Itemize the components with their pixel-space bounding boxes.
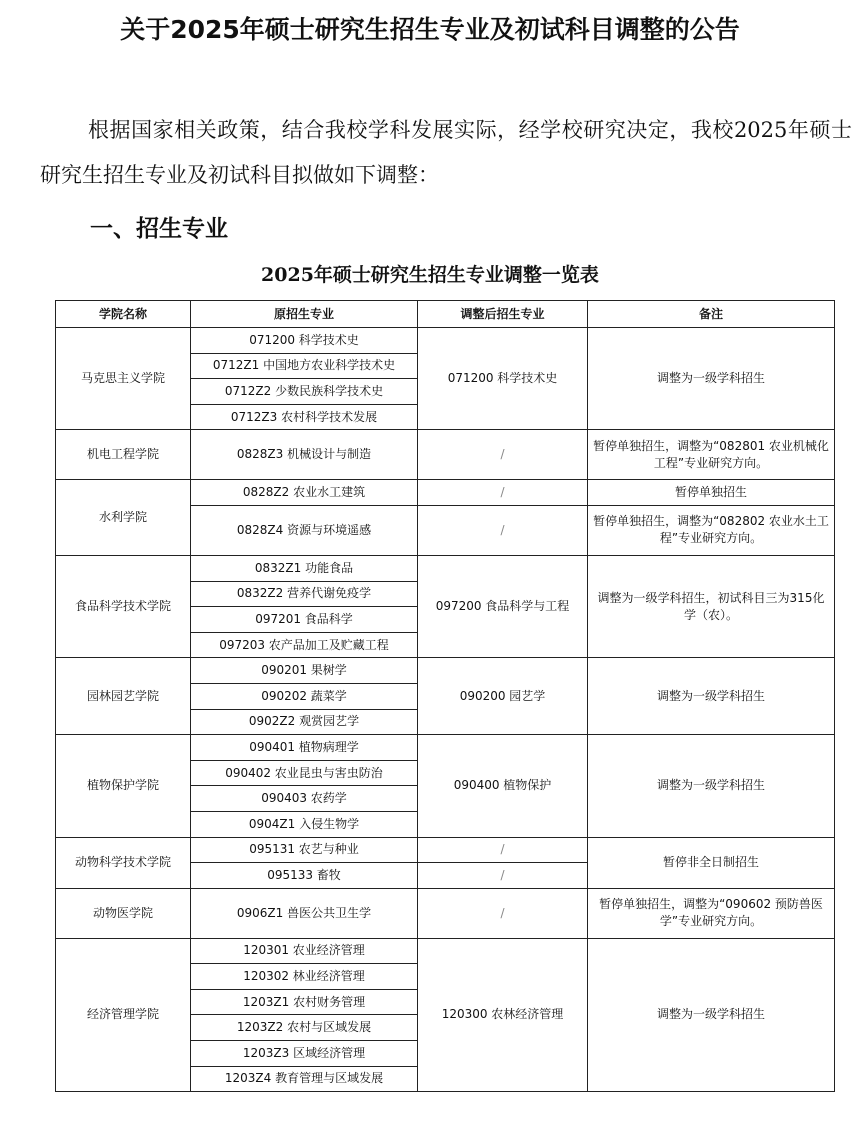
original-major-cell: 071200 科学技术史	[191, 328, 418, 354]
adjusted-major-cell: 071200 科学技术史	[418, 328, 588, 430]
original-major-cell: 0712Z2 少数民族科学技术史	[191, 379, 418, 405]
table-row	[56, 430, 835, 480]
section-heading: 一、招生专业	[90, 216, 228, 242]
note-cell: 暂停单独招生，调整为“082801 农业机械化工程”专业研究方向。	[588, 430, 835, 480]
adjusted-major-cell: /	[418, 888, 588, 938]
note-cell: 调整为一级学科招生	[588, 735, 835, 837]
adjusted-major-cell: 090400 植物保护	[418, 735, 588, 837]
table-row	[56, 658, 835, 684]
note-cell: 暂停单独招生，调整为“082802 农业水土工程”专业研究方向。	[588, 505, 835, 555]
page-title: 关于2025年硕士研究生招生专业及初试科目调整的公告	[120, 15, 740, 44]
college-cell: 植物保护学院	[56, 735, 191, 837]
original-major-cell: 0712Z1 中国地方农业科学技术史	[191, 353, 418, 379]
college-cell: 园林园艺学院	[56, 658, 191, 735]
original-major-cell: 1203Z3 区域经济管理	[191, 1041, 418, 1067]
adjusted-major-cell: /	[418, 505, 588, 555]
original-major-cell: 090202 蔬菜学	[191, 683, 418, 709]
original-major-cell: 095133 畜牧	[191, 863, 418, 889]
table-title: 2025年硕士研究生招生专业调整一览表	[261, 264, 599, 286]
college-cell: 动物科学技术学院	[56, 837, 191, 888]
adjusted-major-cell: /	[418, 863, 588, 889]
note-cell: 暂停单独招生，调整为“090602 预防兽医学”专业研究方向。	[588, 888, 835, 938]
original-major-cell: 097201 食品科学	[191, 607, 418, 633]
original-major-cell: 0828Z3 机械设计与制造	[191, 430, 418, 480]
table-row	[56, 555, 835, 581]
adjusted-major-cell: 120300 农林经济管理	[418, 938, 588, 1092]
adjusted-major-cell: 090200 园艺学	[418, 658, 588, 735]
table-header-row	[56, 301, 835, 328]
header-note: 备注	[588, 301, 835, 328]
adjusted-major-cell: /	[418, 480, 588, 506]
college-cell: 机电工程学院	[56, 430, 191, 480]
table-row	[56, 938, 835, 964]
table-row	[56, 328, 835, 354]
original-major-cell: 090403 农药学	[191, 786, 418, 812]
original-major-cell: 0902Z2 观赏园艺学	[191, 709, 418, 735]
original-major-cell: 1203Z2 农村与区域发展	[191, 1015, 418, 1041]
college-cell: 食品科学技术学院	[56, 555, 191, 657]
original-major-cell: 120302 林业经济管理	[191, 964, 418, 990]
table-row	[56, 888, 835, 938]
original-major-cell: 095131 农艺与种业	[191, 837, 418, 863]
original-major-cell: 0832Z2 营养代谢免疫学	[191, 581, 418, 607]
original-major-cell: 0828Z4 资源与环境遥感	[191, 505, 418, 555]
note-cell: 调整为一级学科招生，初试科目三为315化学（农）。	[588, 555, 835, 657]
note-cell: 调整为一级学科招生	[588, 938, 835, 1092]
header-original-major: 原招生专业	[191, 301, 418, 328]
note-cell: 调整为一级学科招生	[588, 658, 835, 735]
original-major-cell: 0832Z1 功能食品	[191, 555, 418, 581]
note-cell: 暂停非全日制招生	[588, 837, 835, 888]
original-major-cell: 090201 果树学	[191, 658, 418, 684]
table-row	[56, 480, 835, 506]
original-major-cell: 1203Z1 农村财务管理	[191, 989, 418, 1015]
adjusted-major-cell: /	[418, 430, 588, 480]
original-major-cell: 090402 农业昆虫与害虫防治	[191, 760, 418, 786]
adjusted-major-cell: /	[418, 837, 588, 863]
original-major-cell: 0712Z3 农村科学技术发展	[191, 404, 418, 430]
original-major-cell: 090401 植物病理学	[191, 735, 418, 761]
adjusted-major-cell: 097200 食品科学与工程	[418, 555, 588, 657]
college-cell: 马克思主义学院	[56, 328, 191, 430]
table-row	[56, 735, 835, 761]
original-major-cell: 1203Z4 教育管理与区域发展	[191, 1066, 418, 1092]
intro-paragraph: 根据国家相关政策，结合我校学科发展实际，经学校研究决定，我校2025年硕士研究生招生专业及初试科目拟做如下调整：	[40, 118, 852, 187]
table-row	[56, 837, 835, 863]
original-major-cell: 0906Z1 兽医公共卫生学	[191, 888, 418, 938]
original-major-cell: 120301 农业经济管理	[191, 938, 418, 964]
original-major-cell: 0904Z1 入侵生物学	[191, 811, 418, 837]
adjustment-table	[55, 300, 835, 1092]
note-cell: 暂停单独招生	[588, 480, 835, 506]
original-major-cell: 097203 农产品加工及贮藏工程	[191, 632, 418, 658]
college-cell: 经济管理学院	[56, 938, 191, 1092]
header-college: 学院名称	[56, 301, 191, 328]
header-adjusted-major: 调整后招生专业	[418, 301, 588, 328]
college-cell: 动物医学院	[56, 888, 191, 938]
note-cell: 调整为一级学科招生	[588, 328, 835, 430]
college-cell: 水利学院	[56, 480, 191, 556]
original-major-cell: 0828Z2 农业水工建筑	[191, 480, 418, 506]
